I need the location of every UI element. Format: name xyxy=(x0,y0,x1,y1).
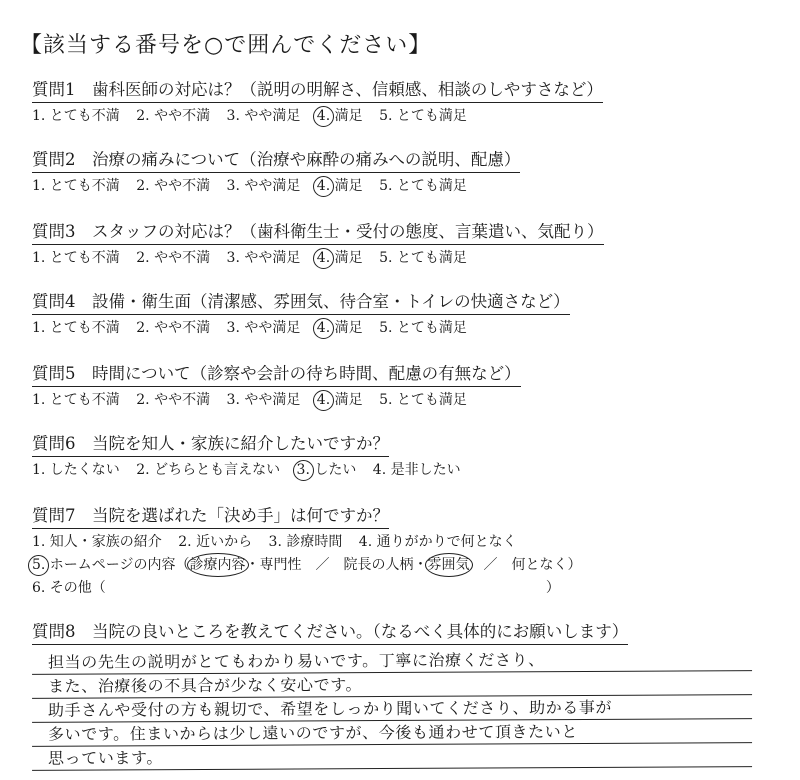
option-2[interactable]: 2. やや不満 xyxy=(136,320,211,336)
question-5-title: 質問5 時間について（診察や会計の待ち時間、配慮の有無など） xyxy=(32,364,521,387)
handwritten-line-3: 助手さんや受付の方も親切で、希望をしっかり聞いてくださり、助かる事が xyxy=(32,696,752,723)
question-4-options xyxy=(32,318,772,338)
detail-somehow[interactable]: ／ 何となく） xyxy=(469,557,582,573)
detail-atmosphere-circled[interactable]: 雰囲気 xyxy=(427,557,470,573)
option-3[interactable]: 3. やや満足 xyxy=(226,108,301,124)
option-1[interactable]: 1. とても不満 xyxy=(32,178,120,194)
handwritten-line-2: また、治療後の不具合が少なく安心です。 xyxy=(32,672,752,699)
option-5[interactable]: 5. とても満足 xyxy=(379,178,467,194)
option-5[interactable]: 5. とても満足 xyxy=(379,108,467,124)
question-7 xyxy=(32,506,772,598)
option-1[interactable]: 1. とても不満 xyxy=(32,392,120,408)
question-3-title: 質問3 スタッフの対応は？（歯科衛生士・受付の態度、言葉遣い、気配り） xyxy=(32,222,604,245)
handwritten-line-1: 担当の先生の説明がとてもわかり易いです。丁寧に治療くださり、 xyxy=(32,648,752,675)
option-2[interactable]: 2. やや不満 xyxy=(136,392,211,408)
option-3[interactable]: 3. やや満足 xyxy=(226,320,301,336)
question-7-row-2 xyxy=(32,555,772,575)
option-2[interactable]: 2. どちらとも言えない xyxy=(136,462,281,478)
option-1[interactable]: 1. とても不満 xyxy=(32,108,120,124)
option-3[interactable]: 3. やや満足 xyxy=(226,392,301,408)
other-close-bracket: ） xyxy=(545,580,560,596)
detail-treatment-circled[interactable]: 診療内容 xyxy=(189,557,246,573)
option-4[interactable]: 4. 通りがかりで何となく xyxy=(358,534,517,550)
option-2[interactable]: 2. やや不満 xyxy=(136,178,211,194)
question-7-title: 質問7 当院を選ばれた「決め手」は何ですか？ xyxy=(32,506,389,529)
question-4 xyxy=(32,292,772,338)
question-6 xyxy=(32,434,772,480)
question-7-row-3 xyxy=(32,578,772,598)
option-6-other[interactable]: 6. その他（ xyxy=(32,580,106,596)
option-3[interactable]: 3. やや満足 xyxy=(226,250,301,266)
question-1-title: 質問1 歯科医師の対応は？（説明の明解さ、信頼感、相談のしやすさなど） xyxy=(32,80,603,103)
option-3-circled[interactable]: 3. したい xyxy=(296,462,357,478)
option-2[interactable]: 2. 近いから xyxy=(178,534,253,550)
option-4-circled[interactable]: 4. 満足 xyxy=(316,250,363,266)
option-4[interactable]: 4. 是非したい xyxy=(372,462,461,478)
option-3[interactable]: 3. 診療時間 xyxy=(268,534,343,550)
option-4-circled[interactable]: 4. 満足 xyxy=(316,178,363,194)
option-2[interactable]: 2. やや不満 xyxy=(136,250,211,266)
option-5[interactable]: 5. とても満足 xyxy=(379,392,467,408)
question-5 xyxy=(32,364,772,410)
survey-heading: 【該当する番号を○で囲んでください】 xyxy=(20,33,432,58)
handwritten-line-5: 思っています。 xyxy=(32,744,752,771)
option-1[interactable]: 1. とても不満 xyxy=(32,320,120,336)
question-4-title: 質問4 設備・衛生面（清潔感、雰囲気、待合室・トイレの快適さなど） xyxy=(32,292,570,315)
question-6-options xyxy=(32,460,772,480)
option-4-circled[interactable]: 4. 満足 xyxy=(316,108,363,124)
question-3 xyxy=(32,222,772,268)
question-1 xyxy=(32,80,772,126)
detail-specialty-director[interactable]: ・専門性 ／ 院長の人柄・ xyxy=(245,557,428,573)
option-5[interactable]: 5. とても満足 xyxy=(379,320,467,336)
question-2-options xyxy=(32,176,772,196)
option-4-circled[interactable]: 4. 満足 xyxy=(316,320,363,336)
option-1[interactable]: 1. 知人・家族の紹介 xyxy=(32,534,162,550)
question-2-title: 質問2 治療の痛みについて（治療や麻酔の痛みへの説明、配慮） xyxy=(32,150,520,173)
option-1[interactable]: 1. とても不満 xyxy=(32,250,120,266)
question-7-row-1 xyxy=(32,532,772,552)
option-5[interactable]: 5. とても満足 xyxy=(379,250,467,266)
option-2[interactable]: 2. やや不満 xyxy=(136,108,211,124)
handwritten-line-4: 多いです。住まいからは少し遠いのですが、今後も通わせて頂きたいと xyxy=(32,720,752,747)
option-4-circled[interactable]: 4. 満足 xyxy=(316,392,363,408)
question-8 xyxy=(32,622,772,768)
option-5-circled[interactable]: 5. ホームページの内容（ xyxy=(32,557,190,573)
question-3-options xyxy=(32,248,772,268)
question-5-options xyxy=(32,390,772,410)
question-6-title: 質問6 当院を知人・家族に紹介したいですか？ xyxy=(32,434,389,457)
option-1[interactable]: 1. したくない xyxy=(32,462,120,478)
question-8-title: 質問8 当院の良いところを教えてください。（なるべく具体的にお願いします） xyxy=(32,622,628,645)
question-1-options xyxy=(32,106,772,126)
option-3[interactable]: 3. やや満足 xyxy=(226,178,301,194)
question-2 xyxy=(32,150,772,196)
